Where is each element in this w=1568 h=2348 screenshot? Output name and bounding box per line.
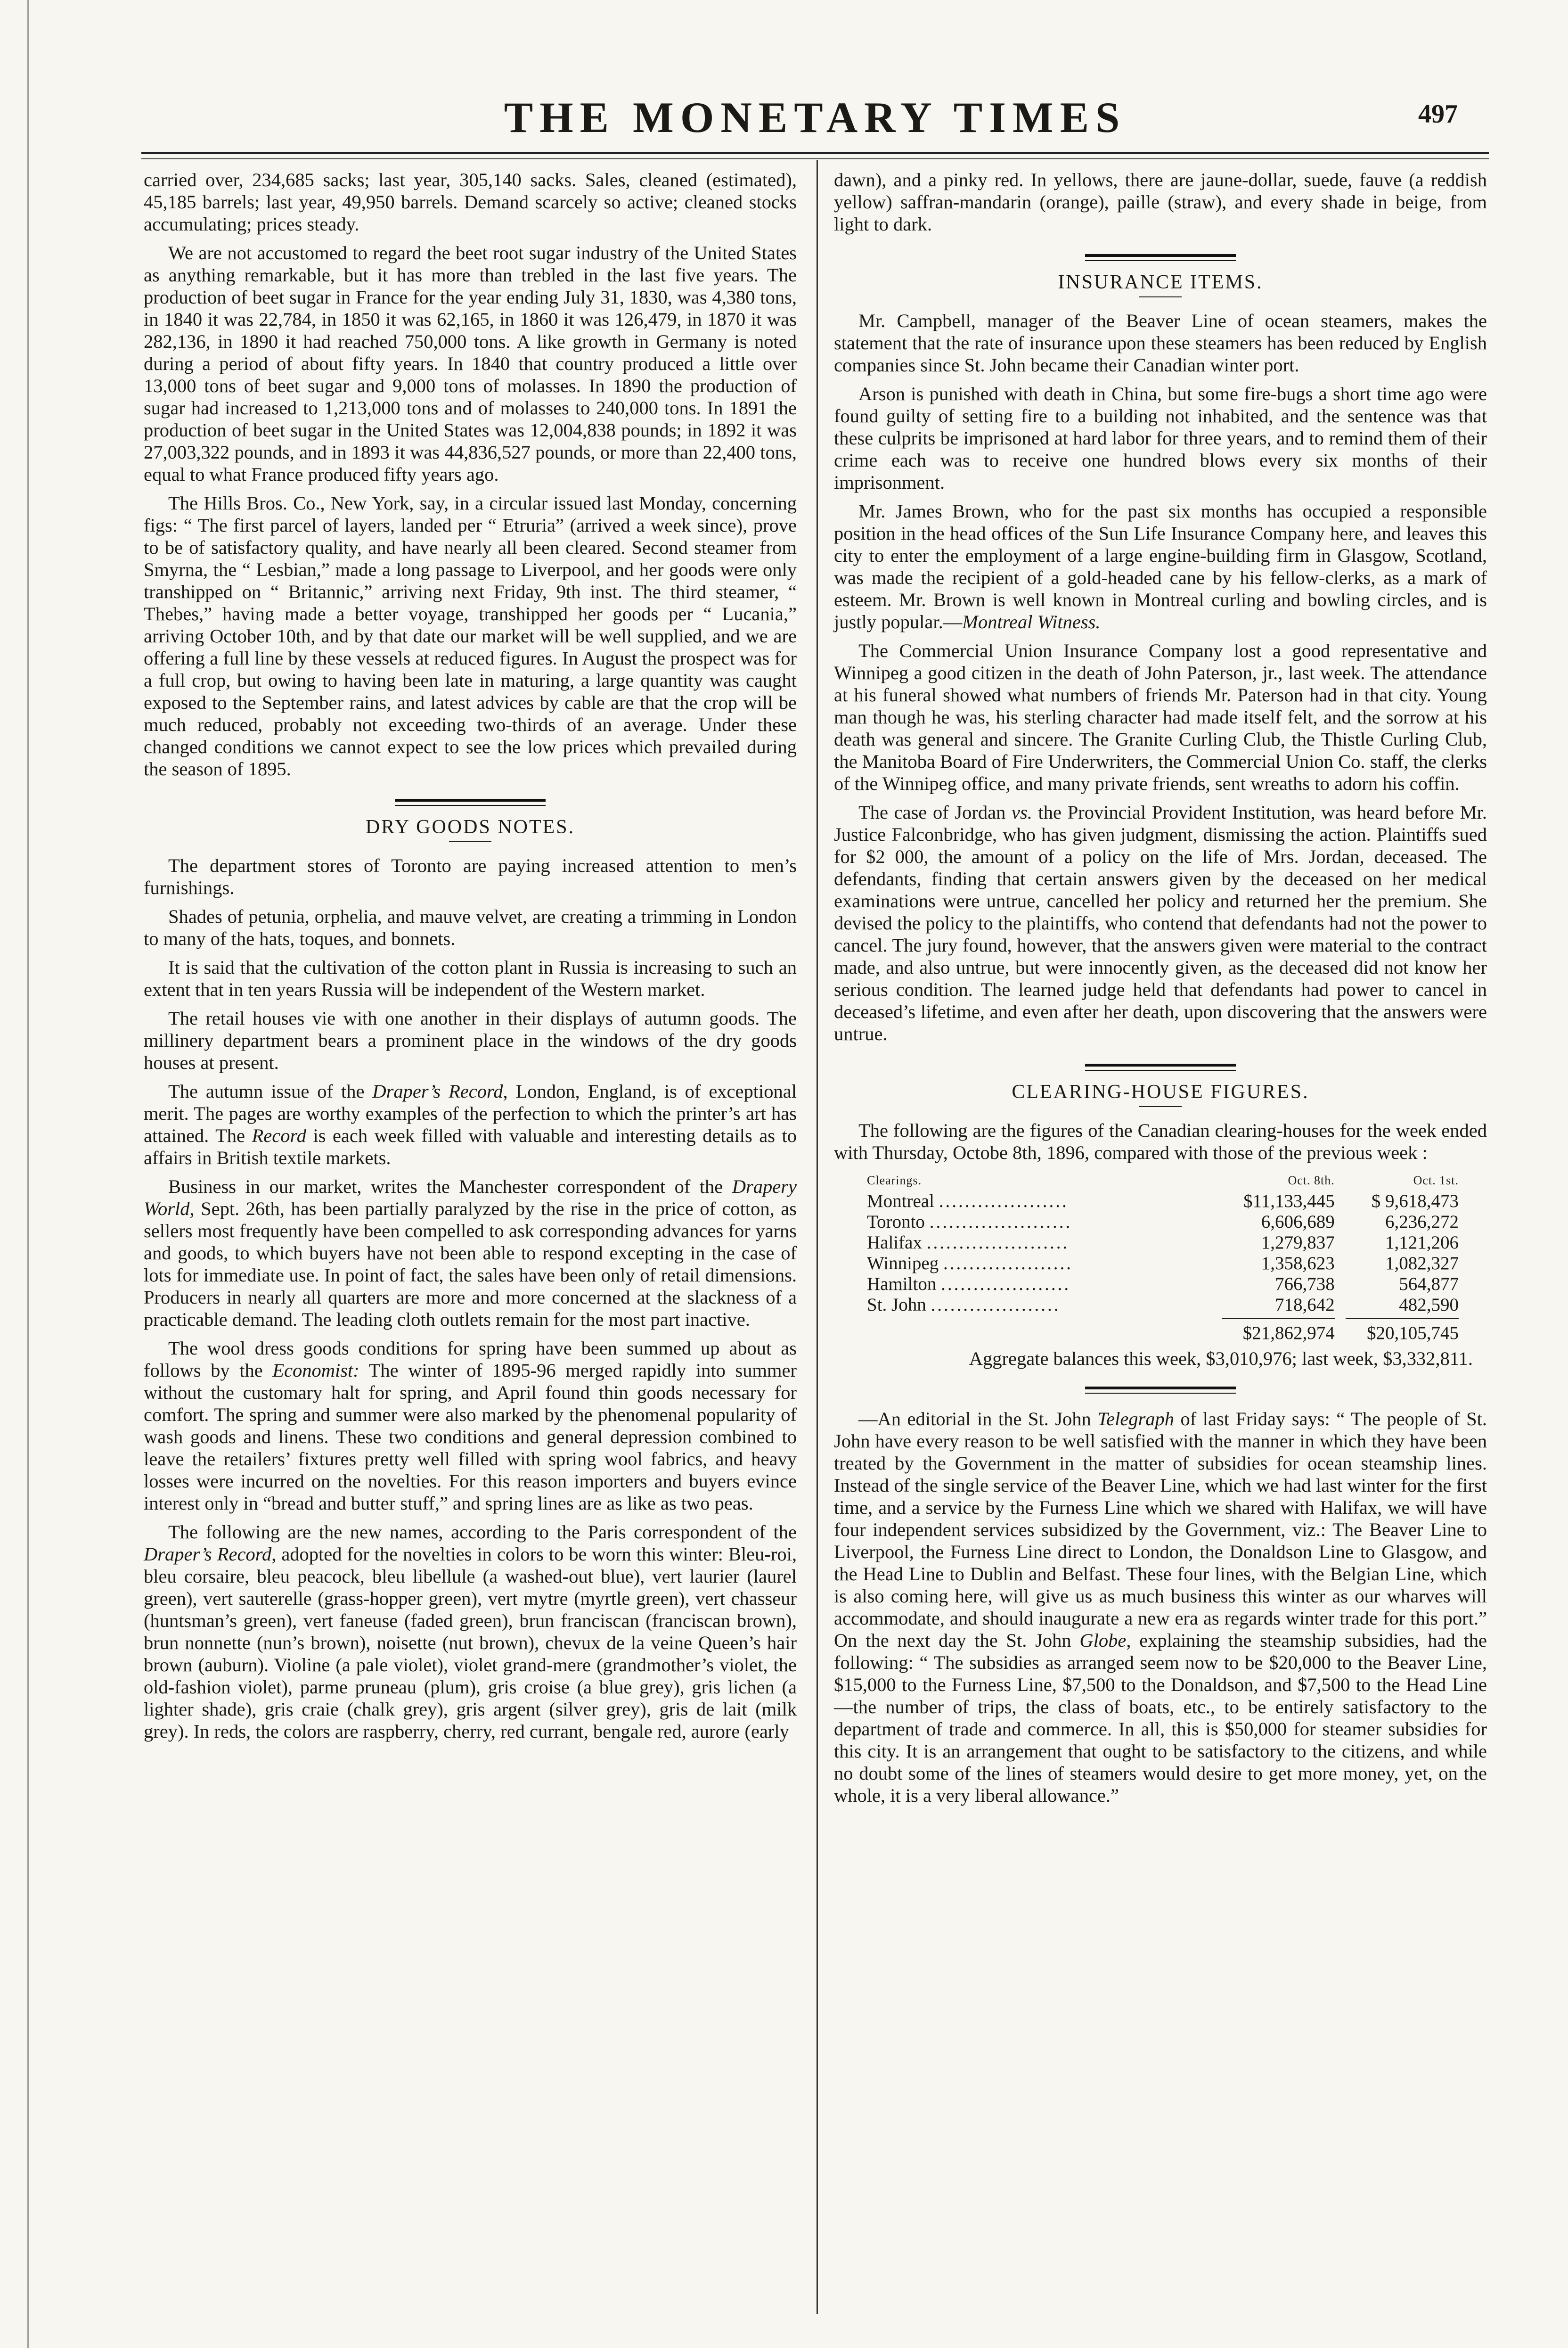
- italic-text: vs.: [1012, 802, 1032, 823]
- page-number: 497: [1418, 99, 1458, 129]
- table-cell: 6,236,272: [1385, 1212, 1459, 1232]
- italic-title: Telegraph: [1097, 1408, 1175, 1429]
- header-rule: [141, 152, 1489, 154]
- paragraph: The department stores of Toronto are paying increased attention to men’s furnishings.: [144, 855, 797, 898]
- table-row: [834, 1191, 1487, 1212]
- table-cell: 1,082,327: [1385, 1253, 1459, 1273]
- aggregate-balances: Aggregate balances this week, $3,010,976; last week, $3,332,811.: [969, 1348, 1473, 1369]
- dot-leader: ....................: [943, 1253, 1073, 1273]
- section-heading-insurance: INSURANCE ITEMS.: [1058, 271, 1263, 293]
- text-run: is each week filled with valuable and interesting details as to affairs in British textile markets.: [144, 1125, 797, 1168]
- table-cell: 1,279,837: [1261, 1232, 1335, 1253]
- table-header-cell: Oct. 8th.: [1288, 1174, 1335, 1187]
- city-name: Hamilton: [867, 1274, 937, 1294]
- city-name: Toronto: [867, 1212, 925, 1232]
- table-cell-city: [834, 1191, 1200, 1212]
- text-run: Mr. James Brown, who for the past six months has occupied a responsible position in the head offices of the Sun Life Insurance Company here, and leaves this city to enter the employment of a large engine-building firm in Glasgow, Scotland, was made the recipient of a gold-headed cane by his fellow-clerks, as a mark of esteem. Mr. Brown is well known in Montreal curling and bowling circles, and is justly popular.—: [834, 501, 1487, 632]
- text-run: the Provincial Provident Institution, was heard before Mr. Justice Falconbridge, who has given judgment, dismissing the action. Plaintiffs sued for $2 000, the amount of a policy on the life of Mrs. Jordan, deceased. The defendants, finding that certain answers given by the deceased on her medical examinations were untrue, cancelled her policy and returned her the premium. She devised the policy to the plaintiffs, who contend that defendants had not the power to cancel. The jury found, however, that the answers given were material to the contract made, and also untrue, but were innocently given, as the deceased did not know her serious condition. The learned judge held that defendants had power to cancel in deceased’s lifetime, and even after her death, upon discovering that the answers were untrue.: [834, 802, 1487, 1044]
- table-header-cell: Clearings.: [867, 1174, 922, 1187]
- city-name: Halifax: [867, 1232, 922, 1253]
- section-separator: [395, 799, 546, 806]
- table-cell: $ 9,618,473: [1371, 1191, 1459, 1211]
- section-separator: [1085, 1387, 1236, 1394]
- dot-leader: ....................: [941, 1274, 1071, 1294]
- table-row: [834, 1232, 1487, 1253]
- heading-underline: [1139, 296, 1182, 297]
- heading-underline: [1139, 1106, 1182, 1107]
- table-header-cell: Oct. 1st.: [1413, 1174, 1459, 1187]
- table-cell: 718,642: [1274, 1295, 1335, 1315]
- city-name: Montreal: [867, 1191, 934, 1211]
- column-divider: [817, 160, 818, 2314]
- paragraph: The Hills Bros. Co., New York, say, in a circular issued last Monday, concerning figs: “ The first parcel of layers, landed per “ Etruria” (arrived a week since), prove to be of satisfactory quality, and have nearly all been cleared. Second steamer from Smyrna, the “ Lesbian,” made a long passage to Liverpool, and her goods were only transhipped on “ Britannic,” arriving next Friday, 9th inst. The third steamer, “ Thebes,” having made a better voyage, transhipped her goods per “ Lucania,” arriving October 10th, and by that date our market will be well supplied, and we are offering a full line by these vessels at reduced figures. In August the prospect was for a full crop, but owing to having been late in maturing, a large quantity was caught exposed to the September rains, and latest advices by cable are that the crop will be much reduced, probably not exceeding two-thirds of an average. Under these changed conditions we cannot expect to see the low prices which prevailed during the season of 1895.: [144, 493, 797, 780]
- dot-leader: ....................: [939, 1191, 1069, 1211]
- section-heading-clearing-house: CLEARING-HOUSE FIGURES.: [1012, 1081, 1309, 1103]
- text-run: The winter of 1895-96 merged rapidly into summer without the customary halt for spring, and April found thin goods necessary for comfort. The spring and summer were also marked by the phenomenal popularity of wash goods and linens. These two conditions and general depression combined to leave the retailers’ fixtures pretty well filled with spring wool fabrics, and heavy losses were incurred on the novelties. For this reason importers and buyers evince interest only in “bread and butter stuff,” and spring lines are as like as two peas.: [144, 1360, 797, 1514]
- italic-title: Globe: [1079, 1630, 1127, 1651]
- table-cell: 6,606,689: [1261, 1212, 1335, 1232]
- table-cell-city: [834, 1212, 1200, 1232]
- paragraph: [144, 1337, 797, 1514]
- paragraph: carried over, 234,685 sacks; last year, 305,140 sacks. Sales, cleaned (estimated), 45,185 barrels; last year, 49,950 barrels. Demand scarcely so active; cleaned stocks accumulating; prices steady.: [144, 169, 797, 235]
- table-row: [834, 1274, 1487, 1295]
- italic-title: Drapery World: [144, 1176, 797, 1219]
- paragraph: It is said that the cultivation of the cotton plant in Russia is increasing to such an extent that in ten years Russia will be independent of the Western market.: [144, 957, 797, 1000]
- heading-underline: [449, 841, 491, 842]
- paragraph: We are not accustomed to regard the beet root sugar industry of the United States as anything remarkable, but it has more than trebled in the last five years. The production of beet sugar in France for the year ending July 31, 1830, was 4,380 tons, in 1840 it was 22,784, in 1850 it was 62,165, in 1860 it was 126,479, in 1870 it was 282,136, in 1890 it had reached 750,000 tons. A like growth in Germany is noted during a period of about fifty years. In 1840 that country produced a little over 13,000 tons of beet sugar and 9,000 tons of molasses. In 1890 the production of sugar had increased to 1,213,000 tons and of molasses to 240,000 tons. In 1891 the production of beet sugar in the United States was 12,004,838 pounds; in 1892 it was 27,003,322 pounds, and in 1893 it was 44,836,527 pounds, or more than 22,400 tons, equal to what France produced fifty years ago.: [144, 242, 797, 485]
- section-separator: [1085, 1064, 1236, 1071]
- table-cell-city: [834, 1274, 1200, 1295]
- table-row: [834, 1212, 1487, 1232]
- table-cell: 482,590: [1399, 1295, 1459, 1315]
- table-cell: $11,133,445: [1243, 1191, 1335, 1211]
- table-total-cell: $20,105,745: [1367, 1323, 1459, 1343]
- text-run: The following are the new names, according to the Paris correspondent of the: [168, 1521, 797, 1543]
- text-run: , explaining the steamship subsidies, had the following: “ The subsidies as arranged seem now to be $20,000 to the Beaver Line, $15,000 to the Furness Line, $7,500 to the Donaldson, and $7,500 to the Head Line—the number of trips, the class of boats, etc., to be entirely satisfactory to the department of trade and commerce. In all, this is $50,000 for steamer subsidies for this city. It is an arrangement that ought to be satisfactory to the citizens, and while no doubt some of the lines of steamers would desire to get more money, yet, on the whole, it is a very liberal allowance.”: [834, 1630, 1487, 1806]
- text-run: , Sept. 26th, has been partially paralyzed by the rise in the price of cotton, as sellers most frequently have been compelled to ask corresponding advances for yarns and goods, to which buyers have not been able to respond excepting in the case of lots for immediate use. In point of fact, the sales have been only of retail dimensions. Producers in nearly all quarters are more and more concerned at the slackness of a practicable demand. The leading cloth outlets remain for the most part inactive.: [144, 1198, 797, 1330]
- paragraph: [144, 1175, 797, 1330]
- italic-title: Economist:: [272, 1360, 359, 1381]
- city-name: St. John: [867, 1295, 926, 1315]
- text-run: of last Friday says: “ The people of St. John have every reason to be well satisfied with the manner in which they have been treated by the Government in the matter of subsidies for ocean steamship lines. Instead of the single service of the Beaver Line, which we had last winter for the first time, and a service by the Furness Line which we shared with Halifax, we will have four independent services subsidized by the Government, viz.: The Beaver Line to Liverpool, the Furness Line direct to London, the Donaldson Line to Glasgow, and the Head Line to Dublin and Belfast. These four lines, with the Belgian Line, which is also coming here, will give us as much business this winter as our wharves will accommodate, and should inaugurate a new era as regards winter trade for this port.” On the next day the St. John: [834, 1408, 1487, 1651]
- paragraph: [834, 1408, 1487, 1806]
- table-cell: 564,877: [1399, 1274, 1459, 1294]
- section-heading-dry-goods: DRY GOODS NOTES.: [365, 816, 575, 838]
- paragraph: [144, 1080, 797, 1169]
- paragraph: Arson is punished with death in China, but some fire-bugs a short time ago were found guilty of setting fire to a building not inhabited, and the sentence was that these culprits be imprisoned at hard labor for three years, and to remind them of their crime each was to receive one hundred blows every six months of their imprisonment.: [834, 383, 1487, 493]
- text-run: , London, England, is of exceptional merit. The pages are worthy examples of the perfection to which the printer’s art has attained. The: [144, 1081, 797, 1146]
- italic-title: Draper’s Record: [372, 1081, 503, 1102]
- dot-leader: ......................: [926, 1232, 1070, 1253]
- table-row: [834, 1253, 1487, 1274]
- text-run: The autumn issue of the: [168, 1081, 373, 1102]
- paragraph: Shades of petunia, orphelia, and mauve velvet, are creating a trimming in London to many of the hats, toques, and bonnets.: [144, 906, 797, 949]
- paragraph: [834, 801, 1487, 1045]
- paragraph: The following are the figures of the Canadian clearing-houses for the week ended with Thursday, Octobe 8th, 1896, compared with those of the previous week :: [834, 1120, 1487, 1163]
- text-run: Business in our market, writes the Manchester correspondent of the: [168, 1176, 732, 1197]
- paragraph: dawn), and a pinky red. In yellows, there are jaune-dollar, suede, fauve (a reddish yellow) saffran-mandarin (orange), paille (straw), and every shade in beige, from light to dark.: [834, 169, 1487, 235]
- clearing-house-table: [834, 1170, 1487, 1344]
- paragraph: The retail houses vie with one another in their displays of autumn goods. The millinery department bears a prominent place in the windows of the dry goods houses at present.: [144, 1008, 797, 1073]
- section-separator: [1085, 254, 1236, 261]
- italic-source: Montreal Witness.: [962, 611, 1101, 632]
- header-rule-thin: [141, 158, 1489, 159]
- masthead-title: THE MONETARY TIMES: [504, 93, 1127, 141]
- table-header-row: [834, 1170, 1487, 1191]
- table-row: [834, 1295, 1487, 1315]
- table-cell: 1,358,623: [1261, 1253, 1335, 1273]
- table-cell: 766,738: [1274, 1274, 1335, 1294]
- table-cell-city: [834, 1295, 1200, 1315]
- dot-leader: ......................: [929, 1212, 1072, 1232]
- paragraph: [834, 500, 1487, 633]
- table-total-row: [834, 1319, 1487, 1344]
- scan-edge-line: [27, 0, 29, 2348]
- table-total-cell: $21,862,974: [1242, 1323, 1335, 1343]
- dot-leader: ....................: [931, 1295, 1061, 1315]
- table-cell-city: [834, 1232, 1200, 1253]
- table-cell-city: [834, 1253, 1200, 1274]
- city-name: Winnipeg: [867, 1253, 939, 1273]
- text-run: —An editorial in the St. John: [858, 1408, 1098, 1429]
- paragraph: The Commercial Union Insurance Company lost a good representative and Winnipeg a good citizen in the death of John Paterson, jr., last week. The attendance at his funeral showed what numbers of friends Mr. Paterson had in that city. Young man though he was, his sterling character had made itself felt, and the sorrow at his death was general and sincere. The Granite Curling Club, the Thistle Curling Club, the Manitoba Board of Fire Underwriters, the Commercial Union Co. staff, the clerks of the Winnipeg office, and many private friends, sent wreaths to adorn his coffin.: [834, 640, 1487, 794]
- table-cell: 1,121,206: [1385, 1232, 1459, 1253]
- italic-title: Record: [252, 1125, 306, 1146]
- text-run: The case of Jordan: [858, 802, 1012, 823]
- text-run: The wool dress goods conditions for spring have been summed up about as follows by the: [144, 1338, 797, 1381]
- italic-title: Draper’s Record: [144, 1543, 272, 1565]
- text-run: , adopted for the novelties in colors to be worn this winter: Bleu-roi, bleu corsaire, bleu peacock, bleu libellule (a washed-out blue), vert laurier (laurel green), vert sauterelle (grass-hopper green), vert mytre (myrtle green), vert chasseur (huntsman’s green), vert faneuse (faded green), brun franciscan (franciscan brown), brun nonnette (nun’s brown), noisette (nut brown), chevux de la veine Queen’s hair brown (auburn). Violine (a pale violet), violet grand-mere (grandmother’s violet, the old-fashion violet), parme pruneau (plum), gris croise (a blue grey), gris lichen (a lighter shade), gris craie (chalk grey), gris argent (silver grey), gris de lait (milk grey). In reds, the colors are raspberry, cherry, red currant, bengale red, aurore (early: [144, 1543, 797, 1742]
- table-rule-row: [834, 1315, 1487, 1319]
- left-column: [144, 169, 797, 1749]
- paragraph: [144, 1521, 797, 1742]
- right-column: [834, 169, 1487, 1813]
- paragraph: Mr. Campbell, manager of the Beaver Line of ocean steamers, makes the statement that the rate of insurance upon these steamers has been reduced by English companies since St. John became their Canadian winter port.: [834, 310, 1487, 376]
